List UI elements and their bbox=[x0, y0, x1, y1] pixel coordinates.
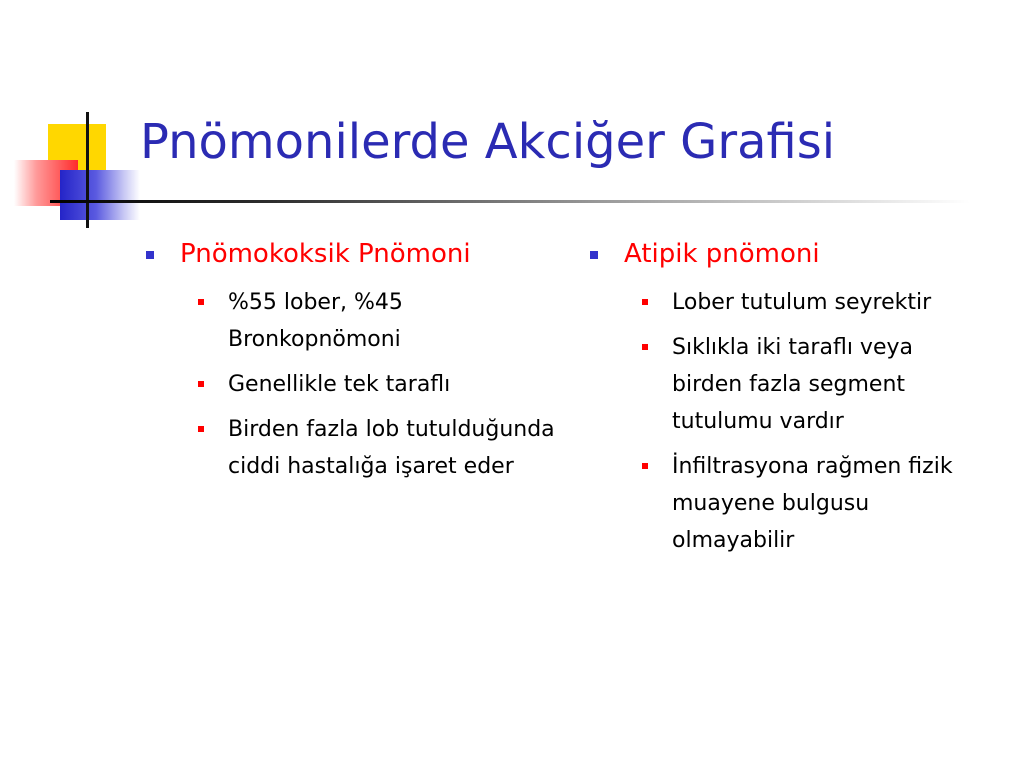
bullet-text: İnfiltrasyona rağmen fizik muayene bulgusu olmayabilir bbox=[672, 454, 953, 553]
small-square-bullet-icon bbox=[198, 299, 204, 305]
list-item bbox=[142, 366, 558, 403]
square-bullet-icon bbox=[146, 251, 154, 259]
decorative-blue-square bbox=[60, 170, 140, 220]
list-item bbox=[586, 329, 990, 440]
slide-title: Pnömonilerde Akciğer Grafisi bbox=[140, 114, 836, 170]
right-heading-item bbox=[586, 234, 1016, 274]
list-item bbox=[142, 284, 558, 358]
bullet-text: Sıklıkla iki taraflı veya birden fazla segment tutulumu vardır bbox=[672, 335, 913, 434]
right-bullet-list bbox=[586, 284, 1016, 559]
list-item bbox=[586, 284, 990, 321]
left-heading-item bbox=[142, 234, 562, 274]
small-square-bullet-icon bbox=[198, 381, 204, 387]
left-bullet-list bbox=[142, 284, 562, 485]
right-column bbox=[586, 234, 1016, 567]
small-square-bullet-icon bbox=[642, 344, 648, 350]
bullet-text: Birden fazla lob tutulduğunda ciddi hastalığa işaret eder bbox=[228, 417, 555, 479]
list-item bbox=[142, 411, 558, 485]
left-column bbox=[142, 234, 562, 493]
list-item bbox=[586, 448, 990, 559]
bullet-text: %55 lober, %45 Bronkopnömoni bbox=[228, 290, 403, 352]
bullet-text: Lober tutulum seyrektir bbox=[672, 290, 932, 315]
square-bullet-icon bbox=[590, 251, 598, 259]
small-square-bullet-icon bbox=[642, 299, 648, 305]
bullet-text: Genellikle tek taraflı bbox=[228, 372, 451, 397]
small-square-bullet-icon bbox=[642, 463, 648, 469]
right-heading: Atipik pnömoni bbox=[624, 239, 820, 269]
small-square-bullet-icon bbox=[198, 426, 204, 432]
decorative-vertical-line bbox=[86, 112, 89, 228]
left-heading: Pnömokoksik Pnömoni bbox=[180, 239, 471, 269]
title-underline bbox=[50, 200, 970, 203]
